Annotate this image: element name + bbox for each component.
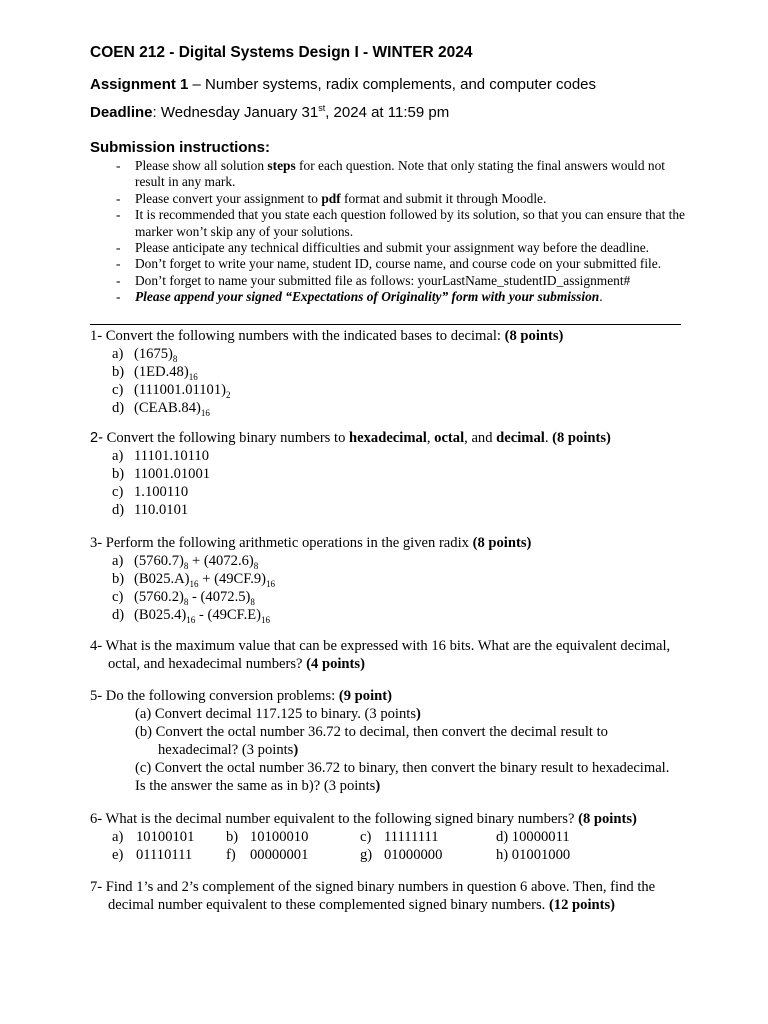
list-item: c) 1.100110	[112, 484, 189, 500]
list-item: a) 11101.10110	[112, 448, 209, 464]
question-4-points: (4 points)	[306, 656, 365, 672]
assignment-label: Assignment 1	[90, 76, 189, 93]
question-5-text: 5- Do the following conversion problems:	[90, 688, 339, 704]
list-item: b) $(B025.A)_{16} + (49CF.9)_{16}$	[112, 571, 276, 589]
instruction-item: - Please append your signed “Expectations of Originality” form with your submission.	[116, 289, 686, 305]
list-item: c) $(111001.01101)_2$	[112, 382, 231, 400]
section-divider	[90, 324, 681, 325]
assignment-line	[90, 76, 596, 93]
question-5-points: (9 point)	[338, 688, 392, 704]
list-item: (a) Convert decimal 117.125 to binary. (3 points)	[135, 706, 421, 722]
deadline-time: , 2024 at 11:59 pm	[325, 104, 450, 121]
question-6-text: 6- What is the decimal number equivalent to the following signed binary numbers?	[90, 811, 579, 827]
deadline-suffix: st	[318, 103, 326, 113]
deadline-line	[90, 104, 449, 121]
binary-numbers-grid: a) 10100101 b) 10100010 c) 11111111 d) 10000011 e) 01110111 f) 00000001 g) 01000000 h) 01001000	[112, 829, 571, 863]
instruction-item: - Please convert your assignment to pdf format and submit it through Moodle.	[116, 191, 686, 207]
question-2: 2- Convert the following binary numbers to hexadecimal, octal, and decimal. (8 points) a) 11101.10110 b) 11001.01001 c) 1.100110 d) 110.0101	[90, 430, 611, 518]
instructions-list	[116, 158, 686, 306]
course-title: COEN 212 - Digital Systems Design I - WINTER 2024	[90, 44, 473, 61]
list-item: b) $(1ED.48)_{16}$	[112, 364, 198, 382]
list-item: d) $(CEAB.84)_{16}$	[112, 400, 210, 418]
list-item: (b) Convert the octal number 36.72 to decimal, then convert the decimal result to hexadecimal? (3 points)	[135, 724, 608, 758]
question-1	[90, 327, 563, 417]
instruction-item: - It is recommended that you state each question followed by its solution, so that you can ensure that the marker won’t skip any of your solutions.	[116, 207, 686, 240]
list-item: d) 110.0101	[112, 502, 189, 518]
question-3	[90, 534, 531, 624]
deadline-day: : Wednesday January 31	[152, 104, 319, 121]
instruction-item: - Don’t forget to name your submitted file as follows: yourLastName_studentID_assignment#	[116, 273, 686, 289]
question-6-points: (8 points)	[578, 811, 637, 827]
list-item: b) 11001.01001	[112, 466, 211, 482]
instruction-item: - Don’t forget to write your name, student ID, course name, and course code on your submitted file.	[116, 256, 686, 272]
question-4: 4- What is the maximum value that can be expressed with 16 bits. What are the equivalent decimal, octal, and hexadecimal numbers? (4 points)	[90, 638, 671, 672]
list-item: (c) Convert the octal number 36.72 to binary, then convert the binary result to hexadecimal. Is the answer the same as in b)? (3 points)	[135, 760, 670, 794]
deadline-label: Deadline	[90, 104, 153, 121]
question-7-points: (12 points)	[548, 897, 616, 913]
question-6	[90, 810, 690, 864]
question-5	[90, 687, 669, 795]
instruction-item: - Please show all solution steps for each question. Note that only stating the final answers would not result in any mark.	[116, 158, 686, 191]
question-2-points: (8 points)	[552, 430, 611, 446]
list-item: a) $(1675)_8$	[112, 346, 178, 364]
question-3-text: 3- Perform the following arithmetic operations in the given radix	[90, 535, 473, 551]
question-3-points: (8 points)	[472, 535, 532, 551]
question-7: 7- Find 1’s and 2’s complement of the signed binary numbers in question 6 above. Then, find the decimal number equivalent to these complemented signed binary numbers. (12 points)	[90, 879, 656, 913]
question-1-text: 1- Convert the following numbers with the indicated bases to decimal:	[90, 328, 505, 344]
list-item: c) $(5760.2)_8 - (4072.5)_8$	[112, 589, 255, 607]
question-1-points: (8 points)	[504, 328, 564, 344]
list-item: d) $(B025.4)_{16} - (49CF.E)_{16}$	[112, 607, 271, 625]
instruction-item: - Please anticipate any technical difficulties and submit your assignment way before the deadline.	[116, 240, 686, 256]
question-4-text: 4- What is the maximum value that can be expressed with 16 bits. What are the equivalent decimal,	[90, 638, 671, 654]
question-7-text: 7- Find 1’s and 2’s complement of the signed binary numbers in question 6 above. Then, find the	[90, 879, 656, 895]
instructions-heading: Submission instructions:	[90, 139, 271, 156]
list-item: a) $(5760.7)_8 + (4072.6)_8$	[112, 553, 259, 571]
assignment-topic: – Number systems, radix complements, and computer codes	[188, 76, 597, 93]
